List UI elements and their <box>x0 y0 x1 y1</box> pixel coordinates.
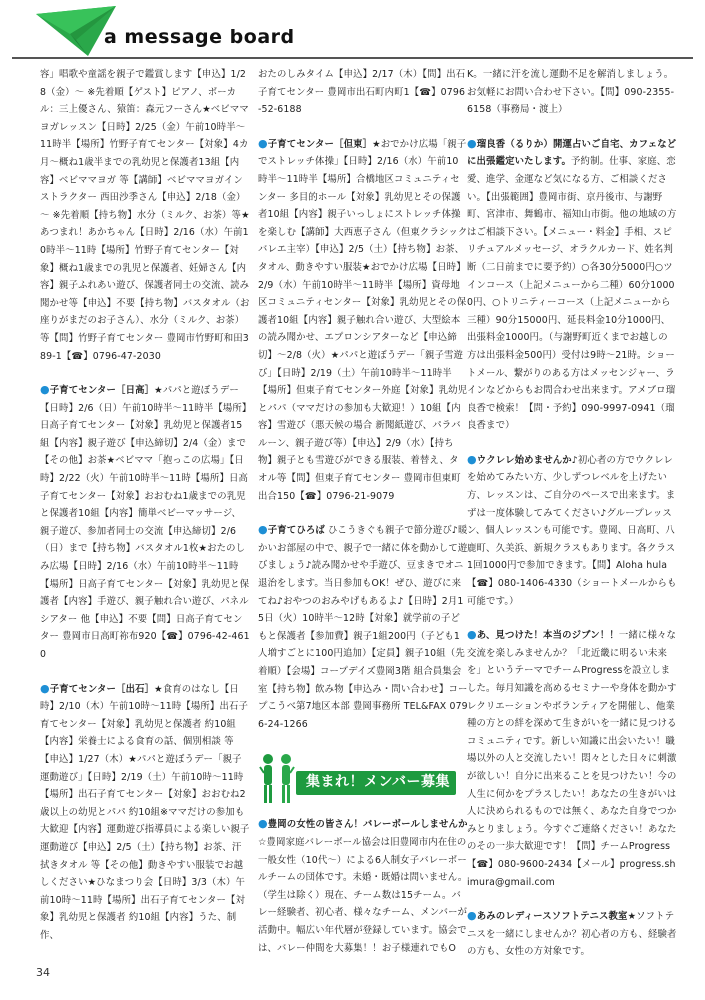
listing-title: 子育てセンター［日高］ <box>49 385 155 397</box>
member-recruit-banner <box>258 749 468 809</box>
bullet-icon: ● <box>258 817 268 831</box>
listing-title: 子育てセンター［但東］ <box>267 138 373 150</box>
listing-title: あ、見つけた！本当のジブン！！ <box>476 630 619 642</box>
banner-label: 集まれ！メンバー募集 <box>296 771 456 795</box>
bullet-icon: ● <box>40 681 50 695</box>
header-divider <box>12 57 693 59</box>
listing-body: 予約制。仕事、家庭、恋愛、進学、金運など気になる方、ご相談ください。【出張範囲】豊岡市街、京丹後市、与謝野町、宮津市、舞鶴市、福知山市街。他の地域の方はご相談下さい。【メニュー・料金】手相、スピリチュアルメッセージ、オラクルカード、姓名判断（二日前までに要予約）○各30分5000円○ツインコース（上記メニューから二種）60分10000円、○トリニティーコース（上記メニューから三種）90分15000円、延長料金10分1000円、出張料金1000円。（与謝野町近くまでお越しの方は出張料金500円）受付は9時～21時。ショートメール、繋がりのある方はメッセンジャー、ラインなどからもお問合わせ出来ます。アメブロ瑠良香で検索！【問・予約】090-9997-0941（瑠良香まで） <box>467 156 677 432</box>
listing-body: ★パパと遊ぼうデー【日時】2/6（日）午前10時半～11時半【場所】日高子育てセンター【対象】乳幼児と保護者15組【内容】親子遊び【申込締切】2/4（金）まで【その他】お茶★ベビママ「抱っこの広場」【日時】2/22（火）午前10時半～11時【場所】日高子育てセンター【対象】おおむね1歳までの乳児と保護者10組【内容】簡単ベビーマッサージ、親子遊び、参加者同士の交流【申込締切】2/6（日）まで【持ち物】バスタオル1枚★おたのしみ広場【日時】2/16（水）午前10時半～11時【場所】日高子育てセンター【対象】乳幼児と保護者【内容】手遊び、親子触れ合い遊び、パネルシアター 他【申込】不要【問】日高子育てセンター 豊岡市日高町祢布920【☎】0796-42-4610 <box>40 385 250 660</box>
listing-body: ★おでかけ広場「親子でストレッチ体操」【日時】2/16（水）午前10時半～11時半【場所】合橋地区コミュニティセンター 多目的ホール【対象】乳幼児とその保護者10組【内容】親子いっしょにストレッチ体操を楽しむ【講師】大西恵子さん（但東クラシックバレエ主宰）【申込】2/5（土）【持ち物】お茶、タオル、動きやすい服装★おでかけ広場【日時】2/9（水）午前10時半～11時半【場所】資母地区コミュニティセンター【対象】乳幼児とその保護者10組【内容】親子触れ合い遊び、大型絵本の読み聞かせ、エプロンシアターなど【申込締切】～2/8（火）★パパと遊ぼうデー「親子雪遊び」【日時】2/19（土）午前10時半～11時半【場所】但東子育てセンター外庭【対象】乳幼児とパパ（ママだけの参加も大歓迎！）10組【内容】雪遊び（悪天候の場合 新聞紙遊び、パラバルーン、親子遊び等）【申込】2/9（水）【持ち物】親子とも雪遊びができる服装、着替え、タオル等【問】但東子育てセンター 豊岡市但東町出合150【☎】0796-21-9079 <box>258 138 468 502</box>
header-title: a message board <box>104 26 295 48</box>
listing-entry <box>258 521 468 733</box>
listing-body: 容」唱歌や童謡を親子で鑑賞します【申込】1/28（金）～ ※先着順【ゲスト】ピアノ、ボーカル：三上優さん、猿笛：森元フーさん★ベビママヨガレッスン【日時】2/25（金）午前10時半～11時半【場所】竹野子育てセンター【対象】4カ月～概ね1歳半までの乳幼児と保護者13組【内容】ベビママヨガ 等【講師】ベビママヨガインストラクター 西田沙季さん【申込】2/18（金）～ ※先着順【持ち物】水分（ミルク、お茶）等★あつまれ！あかちゃん【日時】2/16（水）午前10時半～11時【場所】竹野子育てセンター【対象】概ね1歳までの乳児と保護者、妊婦さん【内容】親子ふれあい遊び、保護者同士の交流、読み聞かせ等【申込】不要【持ち物】バスタオル（お座りがまだのお子さん）、水分（ミルク、お茶）等【問】竹野子育てセンター 豊岡市竹野町和田389-1【☎】0796-47-2030 <box>40 69 250 362</box>
page-header <box>0 0 705 60</box>
listing-title: 子育てひろば <box>267 525 325 537</box>
listing-entry <box>467 451 677 610</box>
column-right <box>467 66 677 991</box>
listing-entry <box>40 381 250 664</box>
listing-body: おたのしみタイム【申込】2/17（木）【問】出石子育てセンター 豊岡市出石町内町1【☎】0796-52-6188 <box>258 69 466 116</box>
listing-entry <box>258 815 468 957</box>
bullet-icon: ● <box>467 628 477 642</box>
bullet-icon: ● <box>467 452 477 466</box>
listing-entry <box>258 135 468 505</box>
listing-entry <box>467 907 677 961</box>
listing-title: ウクレレ始めませんか♪ <box>476 454 578 466</box>
listing-entry <box>467 135 677 435</box>
listing-body: K。一緒に汗を流し運動不足を解消しましょう。お気軽にお問い合わせ下さい。【問】090-2355-6158（事務局・渡上） <box>467 69 675 116</box>
listing-body: ★食育のはなし【日時】2/10（木）午前10時～11時【場所】出石子育てセンター【対象】乳幼児と保護者 約10組【内容】栄養士による食育の話、個別相談 等【申込】1/27（木）★パパと遊ぼうデー「親子運動遊び」【日時】2/19（土）午前10時～11時【場所】出石子育てセンター【対象】おおむね2歳以上の幼児とパパ 約10組※ママだけの参加も大歓迎【内容】運動遊び指導員による楽しい親子運動遊び【申込】2/5（土）【持ち物】お茶、汗拭きタオル 等【その他】動きやすい服装でお越しください★ひなまつり会【日時】3/3（木）午前10時～11時【場所】出石子育てセンター【対象】乳幼児と保護者 約10組【内容】うた、制作、 <box>40 683 250 941</box>
listing-entry <box>258 66 468 119</box>
listing-title: 子育てセンター［出石］ <box>49 683 155 695</box>
bullet-icon: ● <box>467 909 477 923</box>
column-middle <box>258 66 468 991</box>
bullet-icon: ● <box>258 523 268 537</box>
listing-body: ★ソフトテニスを一緒にしませんか？初心者の方も、経験者の方も、女性の方対象です。 <box>467 911 677 958</box>
listing-entry <box>40 66 250 365</box>
people-group-icon <box>258 749 298 807</box>
page-number: 34 <box>36 966 50 979</box>
listing-entry <box>467 66 677 119</box>
listing-entry <box>467 626 677 891</box>
listing-title: 豊岡の女性の皆さん！バレーボールしませんか <box>267 819 468 831</box>
bullet-icon: ● <box>258 136 268 150</box>
column-left <box>40 66 250 991</box>
listing-body: 初心者の方でウクレレを始めてみたい方、少しずつレベルを上げたい方、レッスンは、ご自分のペースで出来ます。まずは一度体験してみてください♪グループレッスン、個人レッスンも可能です。豊岡、日高町、八鹿町、久美浜、新規クラスもあります。各クラス1回1000円で参加できます。【問】Aloha hula【☎】080-1406-4330（ショートメールからも可能です。） <box>467 454 677 607</box>
listing-entry <box>40 680 250 945</box>
bullet-icon: ● <box>467 136 477 150</box>
listing-body: ひこうきぐも親子で節分遊び♪暖かいお部屋の中で、親子で一緒に体を動かして遊びましょう♪読み聞かせや手遊び、豆まきでオニ退治をします。当日参加もOK！ぜひ、遊びに来てね♪おやつのおみやげもあるよ♪【日時】2月15日（火）10時半～12時【対象】就学前の子どもと保護者【参加費】親子1組200円（子ども1人増すごとに100円追加）【定員】親子10組（先着順）【会場】コープデイズ豊岡3階 組合員集会室【持ち物】飲み物【申込み・問い合わせ】コープこうべ第7地区本部 豊岡事務所 TEL&FAX 0796-24-1266 <box>258 525 468 730</box>
listing-body: 一緒に様々な交流を楽しみませんか？「北近畿に明るい未来を」というテーマでチームProgressを設立しました。毎月知識を高めるセミナーや身体を動かすレクリエーションやボランティアを開催し、他業種の方との絆を深めて生きがいを一緒に見つけるコミュニティです。新しい知識に出会いたい！職場以外の人と交流したい！悶々とした日々に刺激が欲しい！自分に出来ることを見つけたい！今の人生に何かをプラスしたい！あなたの生きがいは人に決められるものでは無く、あなた自身でつかみとりましょう。今すぐご連絡ください！あなたのその一歩大歓迎です！【問】チームProgress【☎】080-9600-2434【メール】progress.shimura@gmail.com <box>467 630 677 888</box>
listing-title: 瑠良香（るりか）開運占いご自宅、カフェなどに出張鑑定いたします。 <box>467 138 677 168</box>
bullet-icon: ● <box>40 383 50 397</box>
listing-title: あみのレディースソフトテニス教室 <box>476 911 628 923</box>
listing-body: ☆豊岡家庭バレーボール協会は旧豊岡市内在住の一般女性（10代～）による6人制女子バレーボールチームの団体です。未婚・既婚は問いません。（学生は除く）現在、チーム数は15チーム。バレー経験者、初心者、様々なチーム、メンバーが活動中。幅広い年代層が登録しています。協会では、バレー仲間を大募集！！お子様連れでもO <box>258 836 468 954</box>
